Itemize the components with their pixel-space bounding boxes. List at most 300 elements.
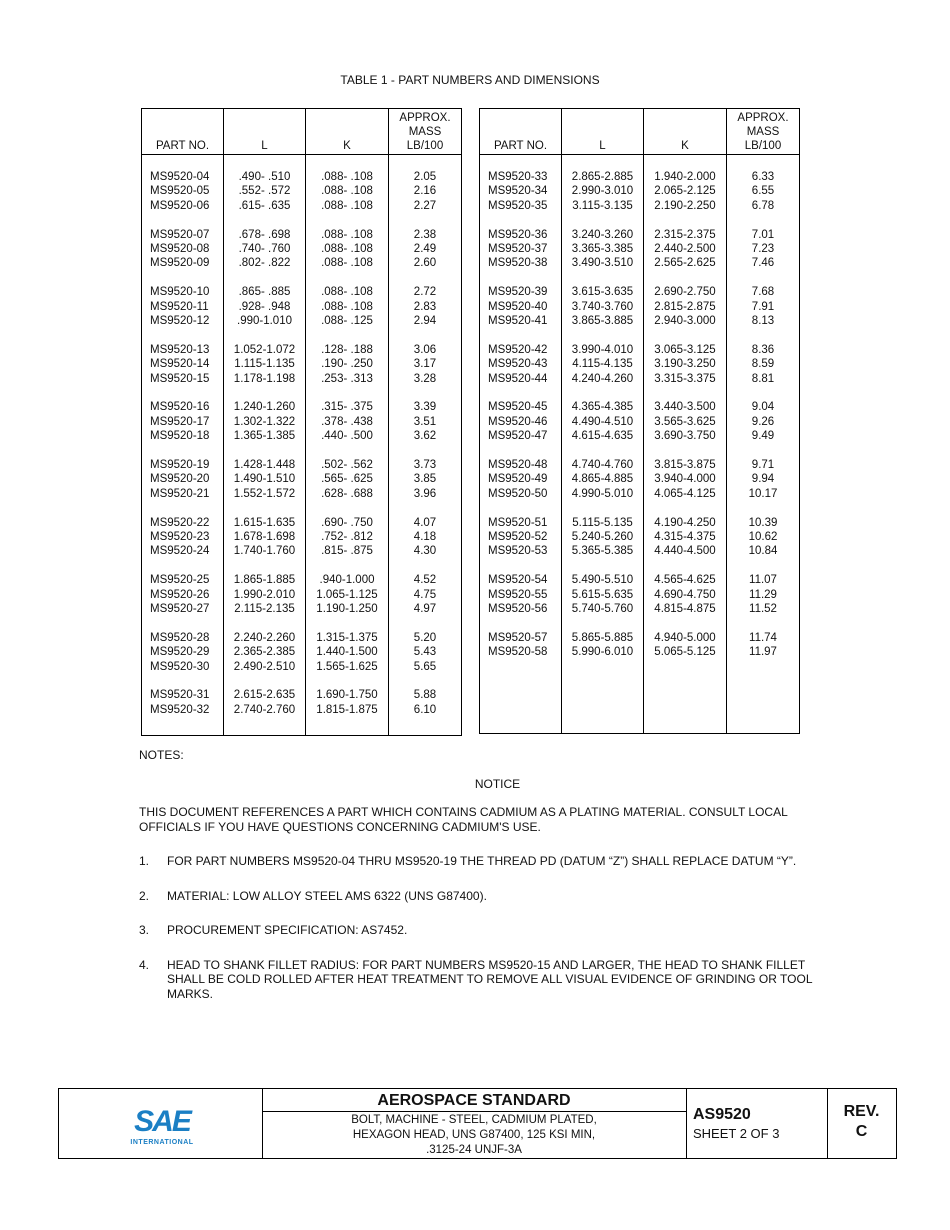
- part-number-cell: MS9520-13: [142, 343, 224, 357]
- l-dimension-cell: 2.240-2.260: [224, 631, 306, 645]
- mass-cell: 10.39: [727, 516, 800, 530]
- l-dimension-cell: 5.615-5.635: [562, 588, 644, 602]
- standard-heading: AEROSPACE STANDARD: [262, 1089, 686, 1112]
- part-number-cell: MS9520-48: [480, 458, 562, 472]
- spacer-row: [142, 674, 462, 688]
- k-dimension-cell: .940-1.000: [306, 573, 389, 587]
- mass-cell: 2.83: [389, 300, 462, 314]
- mass-cell: 11.29: [727, 588, 800, 602]
- l-dimension-cell: 5.240-5.260: [562, 530, 644, 544]
- right-table-body: [480, 155, 800, 734]
- part-number-cell: MS9520-17: [142, 415, 224, 429]
- description-line: HEXAGON HEAD, UNS G87400, 125 KSI MIN,: [352, 1129, 596, 1141]
- table-row: [142, 530, 462, 544]
- spacer-row: [142, 328, 462, 342]
- k-dimension-cell: .088- .108: [306, 199, 389, 213]
- mass-cell: 7.68: [727, 285, 800, 299]
- mass-cell: 5.20: [389, 631, 462, 645]
- part-number-cell: MS9520-29: [142, 645, 224, 659]
- header-part-no: PART NO.: [480, 109, 562, 155]
- part-number-cell: MS9520-52: [480, 530, 562, 544]
- table-row: [142, 357, 462, 371]
- sae-logo-mark: SAE: [134, 1105, 190, 1138]
- part-number-cell: MS9520-55: [480, 588, 562, 602]
- l-dimension-cell: .802- .822: [224, 256, 306, 270]
- mass-cell: 3.28: [389, 372, 462, 386]
- k-dimension-cell: .690- .750: [306, 516, 389, 530]
- part-number-cell: MS9520-23: [142, 530, 224, 544]
- standard-description: [262, 1112, 686, 1158]
- table-row: [142, 256, 462, 270]
- table-row: [142, 242, 462, 256]
- note-number: 4.: [139, 957, 150, 972]
- l-dimension-cell: .490- .510: [224, 155, 306, 185]
- k-dimension-cell: 4.565-4.625: [644, 573, 727, 587]
- k-dimension-cell: .088- .108: [306, 285, 389, 299]
- revision-cell: [827, 1089, 896, 1158]
- table-row: [142, 228, 462, 242]
- table-row: [142, 703, 462, 717]
- k-dimension-cell: 1.315-1.375: [306, 631, 389, 645]
- description-line: BOLT, MACHINE - STEEL, CADMIUM PLATED,: [351, 1114, 597, 1126]
- mass-cell: 4.75: [389, 588, 462, 602]
- mass-cell: 5.65: [389, 660, 462, 674]
- table-row: [480, 429, 800, 443]
- part-number-cell: MS9520-14: [142, 357, 224, 371]
- filler-row: [142, 717, 462, 736]
- l-dimension-cell: 5.365-5.385: [562, 544, 644, 558]
- part-number-cell: MS9520-47: [480, 429, 562, 443]
- k-dimension-cell: 4.690-4.750: [644, 588, 727, 602]
- spacer-row: [480, 616, 800, 630]
- title-center: [262, 1089, 687, 1158]
- k-dimension-cell: .565- .625: [306, 472, 389, 486]
- table-row: [480, 573, 800, 587]
- table-row: [142, 458, 462, 472]
- table-row: [480, 184, 800, 198]
- header-l: L: [224, 109, 306, 155]
- part-number-cell: MS9520-15: [142, 372, 224, 386]
- l-dimension-cell: 4.365-4.385: [562, 400, 644, 414]
- k-dimension-cell: 1.690-1.750: [306, 688, 389, 702]
- k-dimension-cell: 1.190-1.250: [306, 602, 389, 616]
- table-row: [480, 530, 800, 544]
- part-number-cell: MS9520-34: [480, 184, 562, 198]
- l-dimension-cell: 5.990-6.010: [562, 645, 644, 659]
- part-number-cell: MS9520-04: [142, 155, 224, 185]
- l-dimension-cell: 5.490-5.510: [562, 573, 644, 587]
- table-row: [480, 602, 800, 616]
- table-row: [480, 516, 800, 530]
- k-dimension-cell: 4.940-5.000: [644, 631, 727, 645]
- l-dimension-cell: 1.552-1.572: [224, 487, 306, 501]
- part-number-cell: MS9520-10: [142, 285, 224, 299]
- k-dimension-cell: 2.065-2.125: [644, 184, 727, 198]
- part-number-cell: MS9520-31: [142, 688, 224, 702]
- notice-text: THIS DOCUMENT REFERENCES A PART WHICH CONTAINS CADMIUM AS A PLATING MATERIAL. CONSULT LOCAL OFFICIALS IF YOU HAVE QUESTIONS CONCERNING CADMIUM'S USE.: [139, 805, 788, 834]
- l-dimension-cell: 2.115-2.135: [224, 602, 306, 616]
- revision-value: C: [855, 1123, 868, 1140]
- mass-cell: 3.06: [389, 343, 462, 357]
- note-number: 1.: [139, 854, 150, 868]
- left-table-body: [142, 155, 462, 736]
- part-number-cell: MS9520-05: [142, 184, 224, 198]
- table-row: [142, 516, 462, 530]
- k-dimension-cell: 3.440-3.500: [644, 400, 727, 414]
- l-dimension-cell: 3.115-3.135: [562, 199, 644, 213]
- table-row: [480, 400, 800, 414]
- sae-logo: [59, 1089, 262, 1158]
- part-number-cell: MS9520-27: [142, 602, 224, 616]
- l-dimension-cell: 1.615-1.635: [224, 516, 306, 530]
- header-mass: APPROX. MASS LB/100: [389, 109, 462, 155]
- l-dimension-cell: 1.865-1.885: [224, 573, 306, 587]
- l-dimension-cell: 2.740-2.760: [224, 703, 306, 717]
- part-number-cell: MS9520-26: [142, 588, 224, 602]
- k-dimension-cell: 2.690-2.750: [644, 285, 727, 299]
- k-dimension-cell: .502- .562: [306, 458, 389, 472]
- note-item: [139, 854, 839, 869]
- mass-cell: 6.55: [727, 184, 800, 198]
- k-dimension-cell: .815- .875: [306, 544, 389, 558]
- header-part-no: PART NO.: [142, 109, 224, 155]
- l-dimension-cell: .552- .572: [224, 184, 306, 198]
- l-dimension-cell: 2.365-2.385: [224, 645, 306, 659]
- part-number-cell: MS9520-50: [480, 487, 562, 501]
- mass-cell: 2.38: [389, 228, 462, 242]
- l-dimension-cell: 1.115-1.135: [224, 357, 306, 371]
- mass-cell: 11.07: [727, 573, 800, 587]
- table-row: [142, 372, 462, 386]
- l-dimension-cell: 2.490-2.510: [224, 660, 306, 674]
- mass-cell: 11.74: [727, 631, 800, 645]
- mass-cell: 8.81: [727, 372, 800, 386]
- k-dimension-cell: .190- .250: [306, 357, 389, 371]
- part-number-cell: MS9520-35: [480, 199, 562, 213]
- k-dimension-cell: 1.815-1.875: [306, 703, 389, 717]
- spacer-row: [480, 271, 800, 285]
- document-number: AS9520: [693, 1106, 751, 1123]
- spacer-row: [142, 213, 462, 227]
- spacer-row: [480, 444, 800, 458]
- table-row: [480, 343, 800, 357]
- l-dimension-cell: .615- .635: [224, 199, 306, 213]
- mass-cell: 10.17: [727, 487, 800, 501]
- mass-cell: 6.78: [727, 199, 800, 213]
- k-dimension-cell: 3.190-3.250: [644, 357, 727, 371]
- mass-cell: 3.85: [389, 472, 462, 486]
- part-number-cell: MS9520-54: [480, 573, 562, 587]
- table-row: [480, 458, 800, 472]
- l-dimension-cell: 3.365-3.385: [562, 242, 644, 256]
- table-row: [142, 300, 462, 314]
- table-row: [480, 199, 800, 213]
- parts-table-right: [479, 108, 800, 734]
- l-dimension-cell: 3.740-3.760: [562, 300, 644, 314]
- mass-cell: 2.94: [389, 314, 462, 328]
- k-dimension-cell: 3.065-3.125: [644, 343, 727, 357]
- mass-cell: 4.18: [389, 530, 462, 544]
- k-dimension-cell: 1.065-1.125: [306, 588, 389, 602]
- k-dimension-cell: 2.440-2.500: [644, 242, 727, 256]
- table-row: [480, 242, 800, 256]
- l-dimension-cell: 3.990-4.010: [562, 343, 644, 357]
- title-block: [58, 1088, 897, 1159]
- k-dimension-cell: 4.065-4.125: [644, 487, 727, 501]
- part-number-cell: MS9520-44: [480, 372, 562, 386]
- part-number-cell: MS9520-37: [480, 242, 562, 256]
- table-row: [142, 415, 462, 429]
- table-row: [142, 429, 462, 443]
- l-dimension-cell: 3.490-3.510: [562, 256, 644, 270]
- table-row: [142, 400, 462, 414]
- l-dimension-cell: 4.615-4.635: [562, 429, 644, 443]
- l-dimension-cell: 1.178-1.198: [224, 372, 306, 386]
- l-dimension-cell: 2.615-2.635: [224, 688, 306, 702]
- l-dimension-cell: .865- .885: [224, 285, 306, 299]
- mass-cell: 3.96: [389, 487, 462, 501]
- mass-cell: 2.05: [389, 155, 462, 185]
- filler-row: [480, 660, 800, 734]
- spacer-row: [480, 386, 800, 400]
- note-item: [139, 889, 839, 904]
- table-row: [480, 631, 800, 645]
- revision-label: REV.: [843, 1103, 880, 1120]
- part-number-cell: MS9520-33: [480, 155, 562, 185]
- k-dimension-cell: 4.440-4.500: [644, 544, 727, 558]
- note-item: [139, 923, 839, 938]
- header-k: K: [306, 109, 389, 155]
- mass-cell: 7.91: [727, 300, 800, 314]
- table-title: TABLE 1 - PART NUMBERS AND DIMENSIONS: [340, 73, 600, 87]
- part-number-cell: MS9520-09: [142, 256, 224, 270]
- table-row: [142, 645, 462, 659]
- spacer-row: [480, 328, 800, 342]
- note-number: 3.: [139, 923, 150, 937]
- mass-cell: 11.97: [727, 645, 800, 659]
- table-row: [142, 155, 462, 185]
- part-number-cell: MS9520-12: [142, 314, 224, 328]
- table-row: [480, 645, 800, 659]
- note-text: HEAD TO SHANK FILLET RADIUS: FOR PART NUMBERS MS9520-15 AND LARGER, THE HEAD TO SHANK FILLET SHALL BE COLD ROLLED AFTER HEAT TREATMENT TO REMOVE ALL VISUAL EVIDENCE OF GRINDING OR TOOL MARKS.: [167, 957, 813, 1001]
- k-dimension-cell: .088- .108: [306, 256, 389, 270]
- mass-cell: 3.62: [389, 429, 462, 443]
- table-row: [480, 415, 800, 429]
- spacer-row: [480, 559, 800, 573]
- k-dimension-cell: 3.815-3.875: [644, 458, 727, 472]
- table-row: [480, 155, 800, 185]
- table-row: [480, 544, 800, 558]
- table-row: [142, 285, 462, 299]
- k-dimension-cell: .088- .108: [306, 184, 389, 198]
- mass-cell: 2.60: [389, 256, 462, 270]
- l-dimension-cell: 1.302-1.322: [224, 415, 306, 429]
- mass-cell: 6.10: [389, 703, 462, 717]
- l-dimension-cell: 3.240-3.260: [562, 228, 644, 242]
- mass-cell: 3.73: [389, 458, 462, 472]
- part-number-cell: MS9520-16: [142, 400, 224, 414]
- table-row: [480, 300, 800, 314]
- table-row: [480, 487, 800, 501]
- note-text: MATERIAL: LOW ALLOY STEEL AMS 6322 (UNS G87400).: [167, 888, 487, 903]
- mass-cell: 9.49: [727, 429, 800, 443]
- k-dimension-cell: .088- .108: [306, 155, 389, 185]
- mass-cell: 3.17: [389, 357, 462, 371]
- l-dimension-cell: 4.115-4.135: [562, 357, 644, 371]
- table-row: [480, 472, 800, 486]
- part-number-cell: MS9520-24: [142, 544, 224, 558]
- k-dimension-cell: .378- .438: [306, 415, 389, 429]
- part-number-cell: MS9520-07: [142, 228, 224, 242]
- spacer-row: [142, 386, 462, 400]
- k-dimension-cell: 2.940-3.000: [644, 314, 727, 328]
- part-number-cell: MS9520-18: [142, 429, 224, 443]
- notice-heading: NOTICE: [474, 776, 521, 791]
- part-number-cell: MS9520-28: [142, 631, 224, 645]
- l-dimension-cell: .740- .760: [224, 242, 306, 256]
- part-number-cell: MS9520-38: [480, 256, 562, 270]
- table-row: [142, 487, 462, 501]
- table-row: [142, 199, 462, 213]
- l-dimension-cell: 4.490-4.510: [562, 415, 644, 429]
- part-number-cell: MS9520-08: [142, 242, 224, 256]
- part-number-cell: MS9520-58: [480, 645, 562, 659]
- mass-cell: 6.33: [727, 155, 800, 185]
- part-number-cell: MS9520-53: [480, 544, 562, 558]
- k-dimension-cell: 4.315-4.375: [644, 530, 727, 544]
- part-number-cell: MS9520-11: [142, 300, 224, 314]
- part-number-cell: MS9520-21: [142, 487, 224, 501]
- mass-cell: 7.01: [727, 228, 800, 242]
- k-dimension-cell: 1.440-1.500: [306, 645, 389, 659]
- part-number-cell: MS9520-57: [480, 631, 562, 645]
- mass-cell: 8.13: [727, 314, 800, 328]
- l-dimension-cell: 5.115-5.135: [562, 516, 644, 530]
- mass-cell: 9.26: [727, 415, 800, 429]
- part-number-cell: MS9520-25: [142, 573, 224, 587]
- mass-cell: 2.72: [389, 285, 462, 299]
- l-dimension-cell: 1.678-1.698: [224, 530, 306, 544]
- mass-cell: 2.27: [389, 199, 462, 213]
- mass-cell: 5.43: [389, 645, 462, 659]
- table-row: [142, 472, 462, 486]
- mass-cell: 4.30: [389, 544, 462, 558]
- part-number-cell: MS9520-36: [480, 228, 562, 242]
- part-number-cell: MS9520-42: [480, 343, 562, 357]
- k-dimension-cell: 4.190-4.250: [644, 516, 727, 530]
- mass-cell: 7.46: [727, 256, 800, 270]
- l-dimension-cell: 5.865-5.885: [562, 631, 644, 645]
- mass-cell: 4.52: [389, 573, 462, 587]
- table-row: [142, 314, 462, 328]
- k-dimension-cell: 3.940-4.000: [644, 472, 727, 486]
- spacer-row: [142, 501, 462, 515]
- k-dimension-cell: .752- .812: [306, 530, 389, 544]
- part-number-cell: MS9520-32: [142, 703, 224, 717]
- part-number-cell: MS9520-46: [480, 415, 562, 429]
- table-row: [480, 256, 800, 270]
- l-dimension-cell: 4.865-4.885: [562, 472, 644, 486]
- part-number-cell: MS9520-39: [480, 285, 562, 299]
- table-row: [142, 631, 462, 645]
- l-dimension-cell: .678- .698: [224, 228, 306, 242]
- mass-cell: 8.36: [727, 343, 800, 357]
- spacer-row: [142, 616, 462, 630]
- l-dimension-cell: 5.740-5.760: [562, 602, 644, 616]
- table-row: [480, 357, 800, 371]
- k-dimension-cell: 1.940-2.000: [644, 155, 727, 185]
- k-dimension-cell: 2.565-2.625: [644, 256, 727, 270]
- l-dimension-cell: 4.740-4.760: [562, 458, 644, 472]
- part-number-cell: MS9520-51: [480, 516, 562, 530]
- l-dimension-cell: 2.865-2.885: [562, 155, 644, 185]
- table-row: [142, 544, 462, 558]
- l-dimension-cell: .990-1.010: [224, 314, 306, 328]
- spacer-row: [142, 444, 462, 458]
- l-dimension-cell: 1.990-2.010: [224, 588, 306, 602]
- notes-section: [139, 748, 839, 1001]
- k-dimension-cell: .128- .188: [306, 343, 389, 357]
- table-row: [142, 660, 462, 674]
- k-dimension-cell: 2.815-2.875: [644, 300, 727, 314]
- mass-cell: 4.07: [389, 516, 462, 530]
- mass-cell: 9.04: [727, 400, 800, 414]
- sae-logo-subtext: INTERNATIONAL: [130, 1139, 194, 1146]
- table-row: [480, 314, 800, 328]
- mass-cell: 4.97: [389, 602, 462, 616]
- mass-cell: 5.88: [389, 688, 462, 702]
- spacer-row: [480, 501, 800, 515]
- l-dimension-cell: 3.615-3.635: [562, 285, 644, 299]
- part-number-cell: MS9520-06: [142, 199, 224, 213]
- note-item: [139, 958, 839, 1002]
- note-text: PROCUREMENT SPECIFICATION: AS7452.: [167, 923, 408, 937]
- table-row: [480, 588, 800, 602]
- header-k: K: [644, 109, 727, 155]
- l-dimension-cell: 1.052-1.072: [224, 343, 306, 357]
- mass-cell: 10.84: [727, 544, 800, 558]
- l-dimension-cell: .928- .948: [224, 300, 306, 314]
- table-row: [142, 343, 462, 357]
- mass-cell: 9.94: [727, 472, 800, 486]
- l-dimension-cell: 1.490-1.510: [224, 472, 306, 486]
- k-dimension-cell: .315- .375: [306, 400, 389, 414]
- sheet-number: SHEET 2 OF 3: [693, 1126, 780, 1141]
- k-dimension-cell: 5.065-5.125: [644, 645, 727, 659]
- k-dimension-cell: 4.815-4.875: [644, 602, 727, 616]
- table-row: [142, 184, 462, 198]
- part-number-cell: MS9520-56: [480, 602, 562, 616]
- header-l: L: [562, 109, 644, 155]
- note-number: 2.: [139, 888, 150, 903]
- k-dimension-cell: .440- .500: [306, 429, 389, 443]
- mass-cell: 10.62: [727, 530, 800, 544]
- l-dimension-cell: 2.990-3.010: [562, 184, 644, 198]
- part-number-cell: MS9520-30: [142, 660, 224, 674]
- sae-logo-cell: [59, 1089, 263, 1158]
- part-number-cell: MS9520-40: [480, 300, 562, 314]
- l-dimension-cell: 4.990-5.010: [562, 487, 644, 501]
- k-dimension-cell: .088- .125: [306, 314, 389, 328]
- k-dimension-cell: 3.315-3.375: [644, 372, 727, 386]
- table-row: [480, 285, 800, 299]
- part-number-cell: MS9520-49: [480, 472, 562, 486]
- k-dimension-cell: .253- .313: [306, 372, 389, 386]
- mass-cell: 3.51: [389, 415, 462, 429]
- description-line: .3125-24 UNJF-3A: [426, 1144, 522, 1156]
- k-dimension-cell: 1.565-1.625: [306, 660, 389, 674]
- l-dimension-cell: 1.740-1.760: [224, 544, 306, 558]
